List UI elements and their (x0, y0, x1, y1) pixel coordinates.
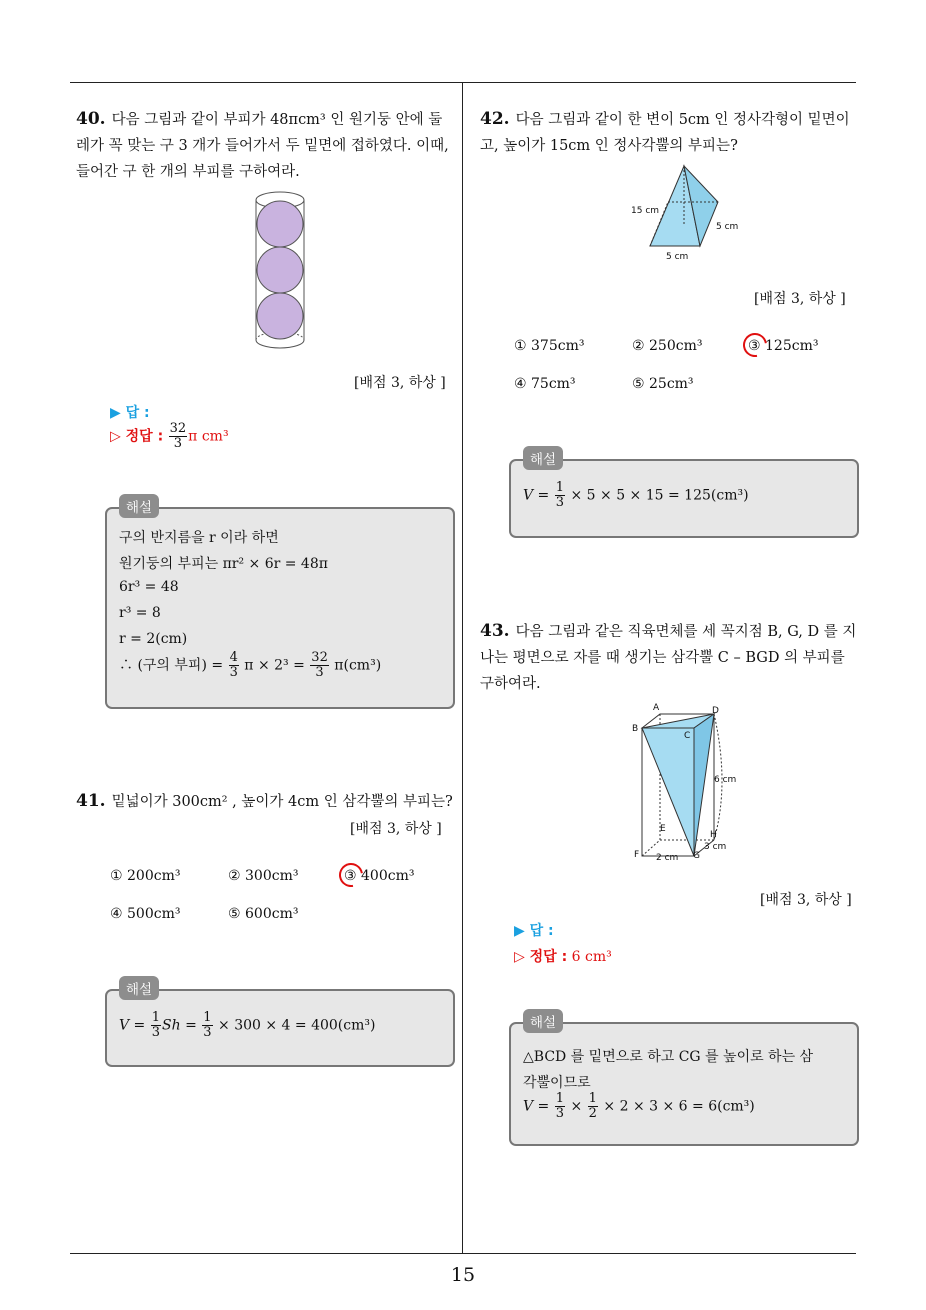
score-label: [배점 3, 하상 ] (760, 892, 852, 908)
question-41 (76, 788, 456, 815)
column-divider (462, 82, 463, 1254)
choice-2[interactable]: ② 250cm³ (632, 338, 703, 354)
question-text: 다음 그림과 같은 직육면체를 세 꼭지점 B, G, D 를 지나는 평면으로 자를 때 생기는 삼각뿔 C – BGD 의 부피를 구하여라. (480, 624, 857, 692)
top-rule (70, 82, 856, 83)
sphere (257, 201, 303, 247)
correct-answer: ▷ 정답 : $\frac{32}{3}$ π cm³ (110, 421, 229, 451)
answer-label: ▶ 답 : (110, 405, 150, 421)
explanation-box: V = $\frac{1}{3}$ Sh = $\frac{1}{3}$ × 300 × 4 = 400(cm³) (105, 989, 455, 1067)
choice-4[interactable]: ④ 500cm³ (110, 906, 181, 922)
choice-2[interactable]: ② 300cm³ (228, 868, 299, 884)
question-number: 42. (480, 109, 510, 129)
answer-label: ▶ 답 : (514, 923, 554, 939)
sphere (257, 293, 303, 339)
choice-1[interactable]: ① 200cm³ (110, 868, 181, 884)
choices-41 (110, 868, 450, 928)
choice-1[interactable]: ① 375cm³ (514, 338, 585, 354)
bottom-rule (70, 1253, 856, 1254)
score-label: [배점 3, 하상 ] (350, 821, 442, 837)
explanation-box: 구의 반지름을 r 이라 하면 원기둥의 부피는 πr² × 6r = 48π 6r³ = 48 r³ = 8 r = 2(cm) ∴ (구의 부피) = $\frac{4}{3}$ π × 2³ = $\frac{32}{3}$ π(cm³) (105, 507, 455, 709)
explanation-tag: 해설 (119, 976, 159, 1000)
question-number: 41. (76, 791, 106, 811)
question-text: 밑넓이가 300cm² , 높이가 4cm 인 삼각뿔의 부피는? (111, 794, 453, 810)
choice-3[interactable]: ③ 125cm³ (748, 338, 819, 354)
selected-mark-icon (738, 328, 771, 361)
choice-3[interactable]: ③ 400cm³ (344, 868, 415, 884)
explanation-tag: 해설 (523, 1009, 563, 1033)
question-number: 43. (480, 621, 510, 641)
correct-answer: ▷ 정답 : 6 cm³ (514, 949, 612, 965)
question-40 (76, 106, 456, 185)
explanation-tag: 해설 (119, 494, 159, 518)
choice-5[interactable]: ⑤ 25cm³ (632, 376, 694, 392)
answer-field (514, 920, 554, 940)
explanation-box: △BCD 를 밑면으로 하고 CG 를 높이로 하는 삼 각뿔이므로 V = $\frac{1}{3}$ × $\frac{1}{2}$ × 2 × 3 × 6 = 6(cm³) (509, 1022, 859, 1146)
question-text: 다음 그림과 같이 부피가 48πcm³ 인 원기둥 안에 둘레가 꼭 맞는 구 3 개가 들어가서 두 밑면에 접하였다. 이때, 들어간 구 한 개의 부피를 구하여라. (76, 112, 449, 180)
score-label: [배점 3, 하상 ] (754, 291, 846, 307)
cylinder-spheres-figure (248, 190, 312, 358)
correct-label: ▷ 정답 : (514, 949, 568, 965)
sphere (257, 247, 303, 293)
answer-field (110, 402, 150, 422)
correct-label: ▷ 정답 : (110, 428, 164, 445)
choice-4[interactable]: ④ 75cm³ (514, 376, 576, 392)
question-42 (480, 106, 860, 159)
explanation-box: V = $\frac{1}{3}$ × 5 × 5 × 15 = 125(cm³) (509, 459, 859, 538)
question-text: 다음 그림과 같이 한 변이 5cm 인 정사각형이 밑면이고, 높이가 15cm 인 정사각뿔의 부피는? (480, 112, 850, 154)
score-label: [배점 3, 하상 ] (354, 375, 446, 391)
choice-5[interactable]: ⑤ 600cm³ (228, 906, 299, 922)
question-43 (480, 618, 860, 697)
explanation-tag: 해설 (523, 446, 563, 470)
page-number: 15 (450, 1264, 476, 1286)
question-number: 40. (76, 109, 106, 129)
selected-mark-icon (334, 858, 367, 891)
choices-42 (514, 338, 854, 398)
